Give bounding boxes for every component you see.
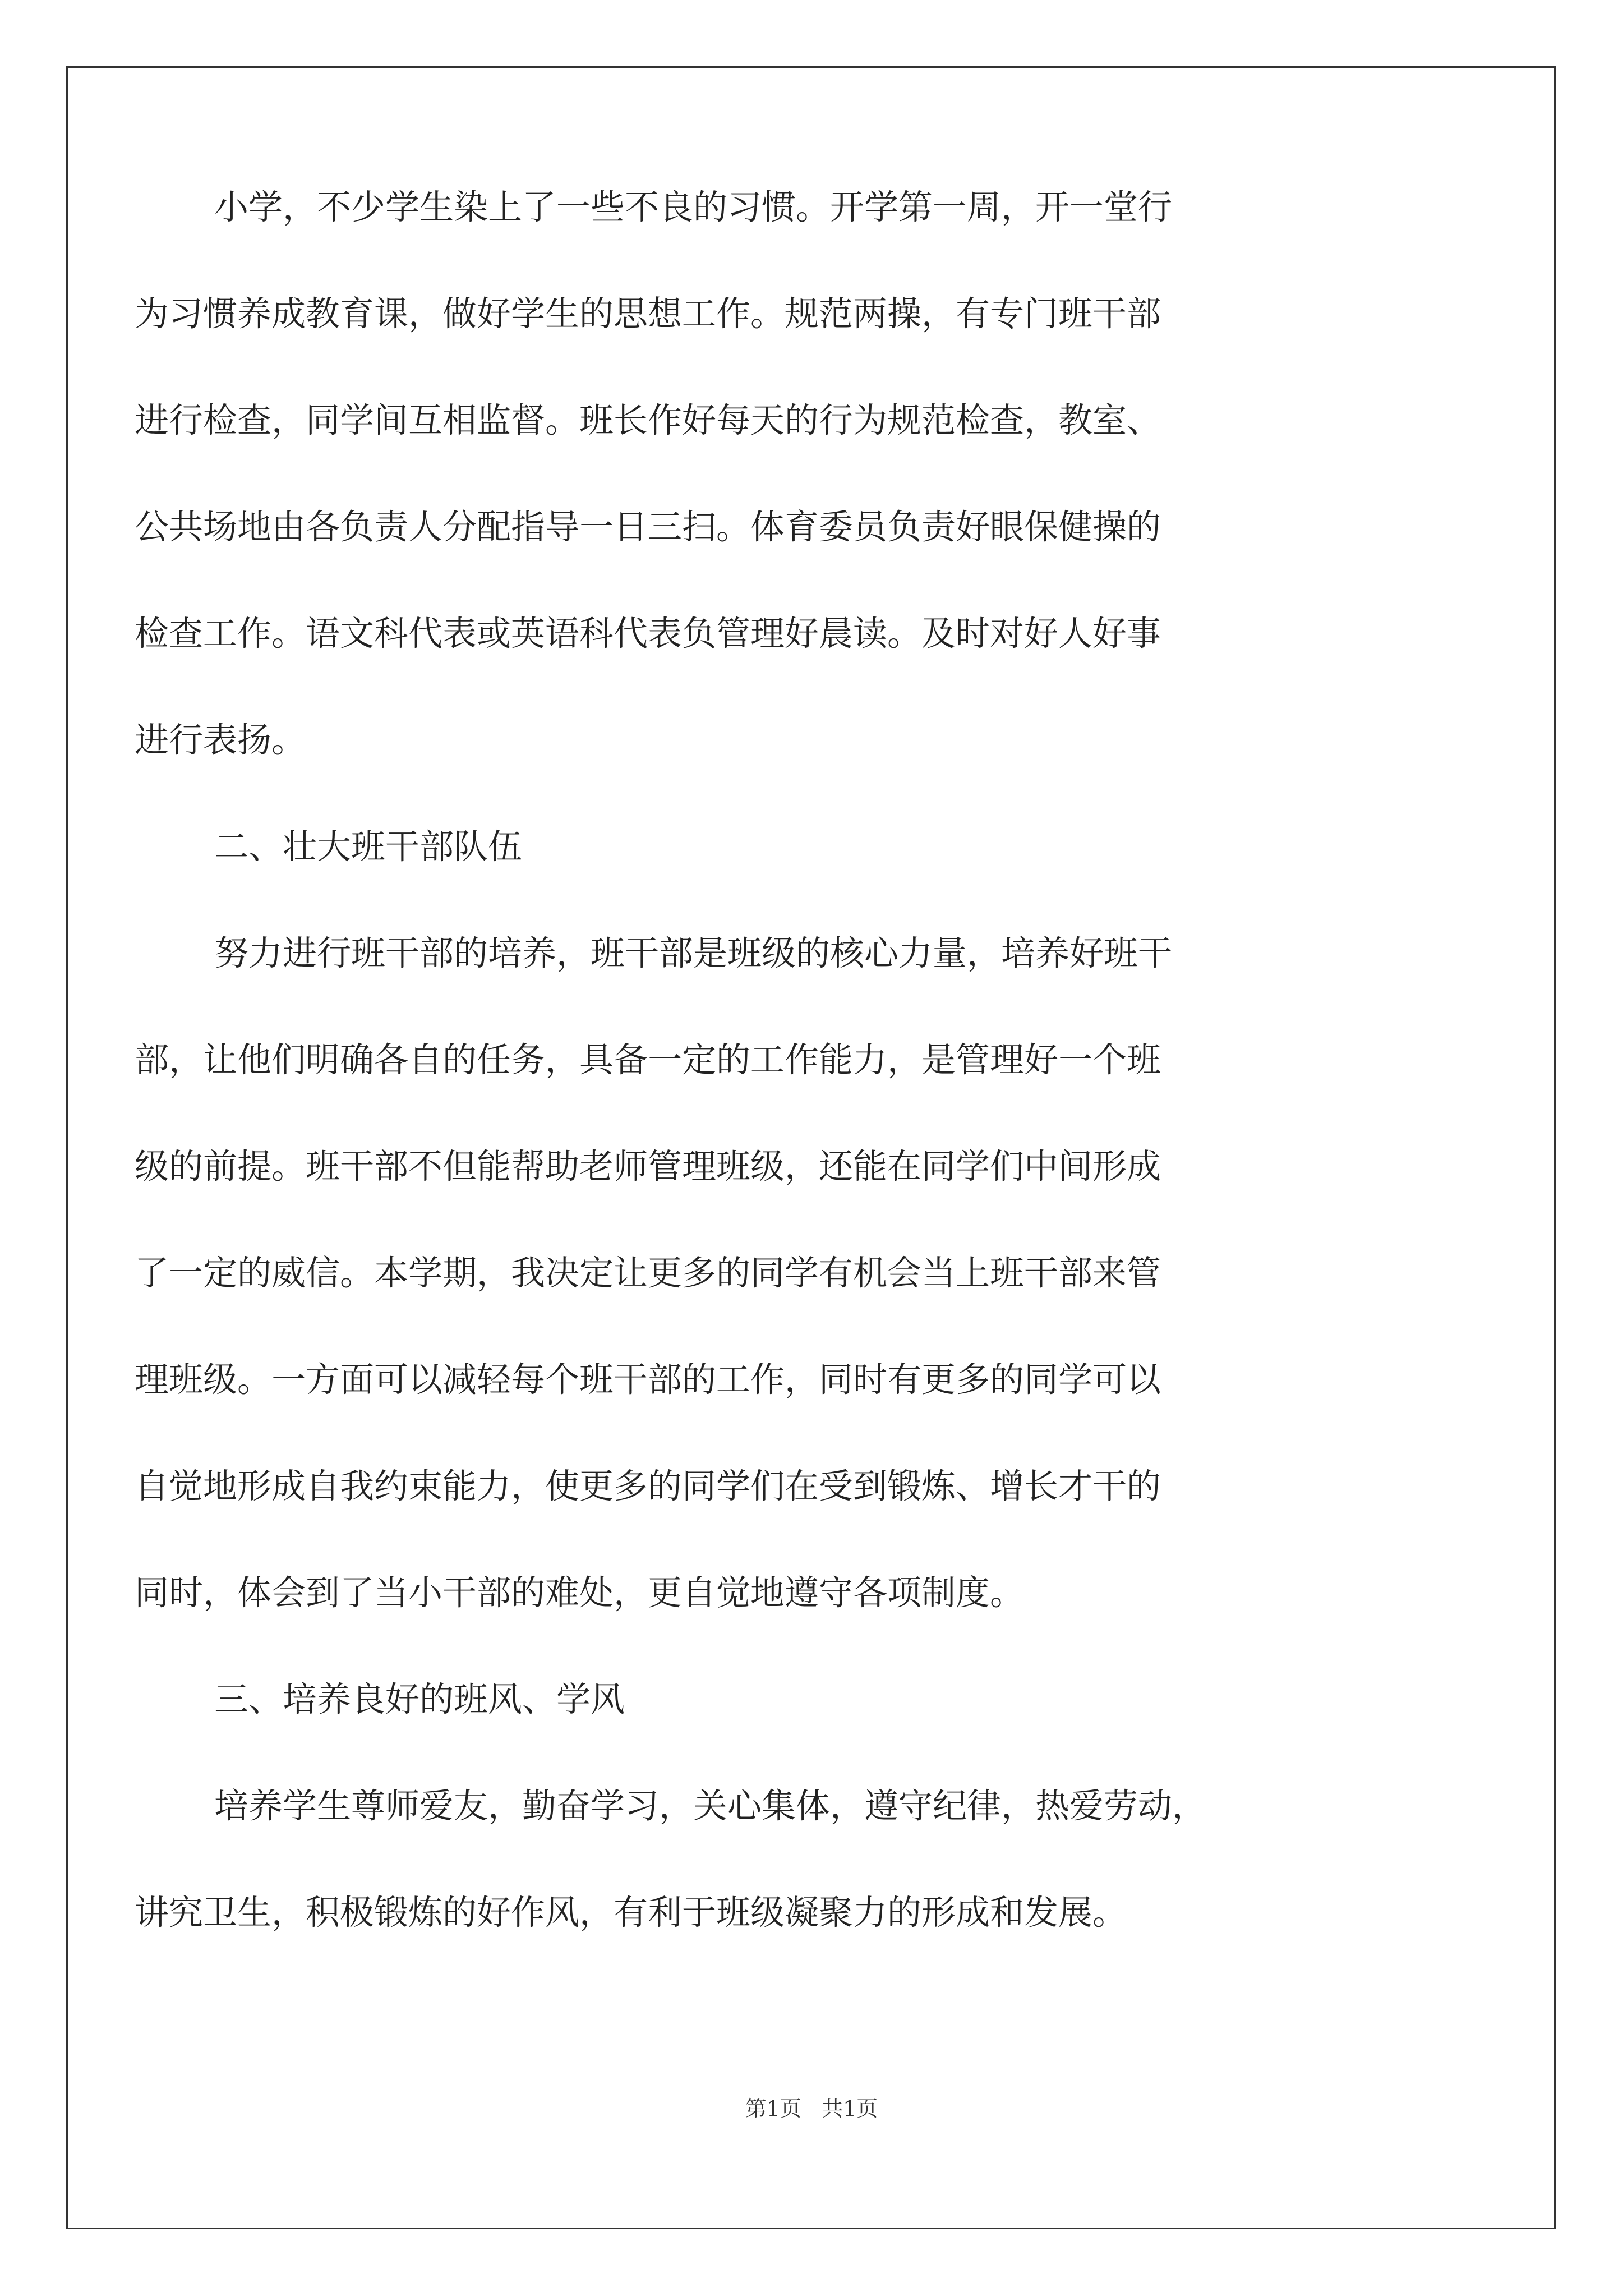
paragraph-line: 为习惯养成教育课，做好学生的思想工作。规范两操，有专门班干部 [135, 294, 1161, 334]
paragraph-line: 级的前提。班干部不但能帮助老师管理班级，还能在同学们中间形成 [135, 1147, 1161, 1186]
paragraph-line: 自觉地形成自我约束能力，使更多的同学们在受到锻炼、增长才干的 [135, 1466, 1161, 1506]
paragraph-line: 小学，不少学生染上了一些不良的习惯。开学第一周，开一堂行 [214, 187, 1173, 227]
paragraph-line: 检查工作。语文科代表或英语科代表负管理好晨读。及时对好人好事 [135, 614, 1161, 654]
paragraph-line: 努力进行班干部的培养，班干部是班级的核心力量，培养好班干 [214, 933, 1173, 973]
paragraph-line: 公共场地由各负责人分配指导一日三扫。体育委员负责好眼保健操的 [135, 507, 1161, 547]
section-heading: 二、壮大班干部队伍 [214, 827, 523, 867]
section-heading: 三、培养良好的班风、学风 [214, 1680, 625, 1719]
page-total: 共1页 [822, 2096, 878, 2121]
paragraph-line: 同时，体会到了当小干部的难处，更自觉地遵守各项制度。 [135, 1573, 1025, 1613]
paragraph-line: 了一定的威信。本学期，我决定让更多的同学有机会当上班干部来管 [135, 1253, 1161, 1293]
page-number: 第1页 [745, 2096, 801, 2121]
paragraph-line: 培养学生尊师爱友，勤奋学习，关心集体，遵守纪律，热爱劳动， [214, 1786, 1207, 1826]
paragraph-line: 理班级。一方面可以减轻每个班干部的工作，同时有更多的同学可以 [135, 1360, 1161, 1400]
footer-spacer [801, 2096, 822, 2121]
page-footer [0, 2091, 1623, 2122]
paragraph-line: 部，让他们明确各自的任务，具备一定的工作能力，是管理好一个班 [135, 1040, 1161, 1080]
paragraph-line: 进行检查，同学间互相监督。班长作好每天的行为规范检查，教室、 [135, 401, 1161, 440]
paragraph-line: 进行表扬。 [135, 720, 306, 760]
paragraph-line: 讲究卫生，积极锻炼的好作风，有利于班级凝聚力的形成和发展。 [135, 1893, 1127, 1932]
